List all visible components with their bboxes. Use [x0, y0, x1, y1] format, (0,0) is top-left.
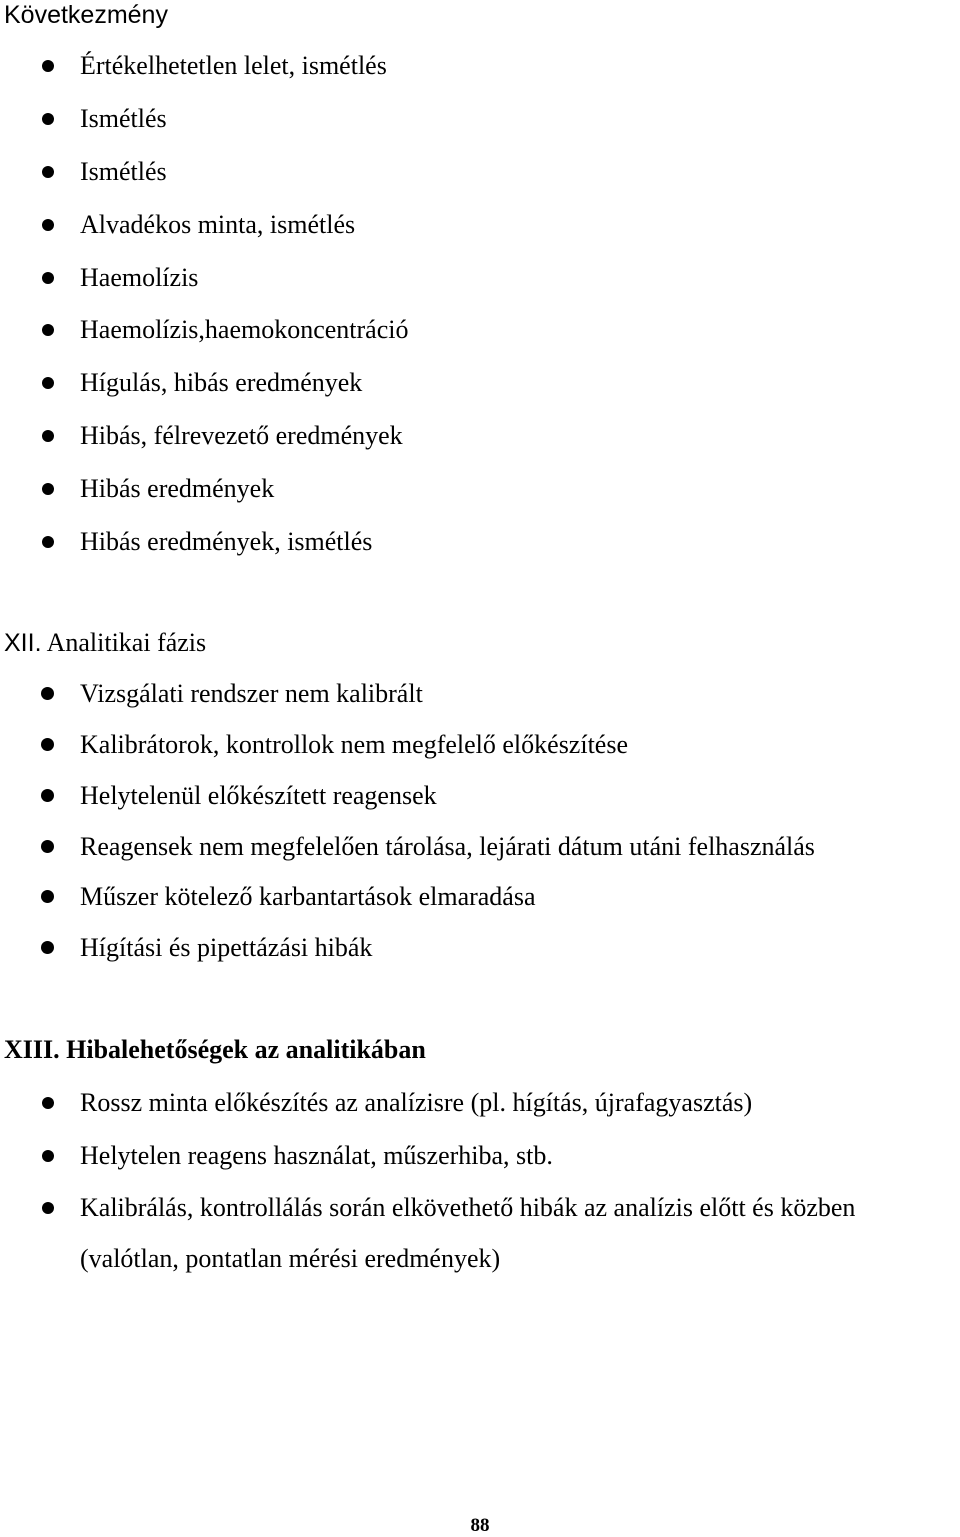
list-item: [0, 49, 960, 83]
bullet-icon: [41, 840, 54, 853]
list-item-text: Hibás eredmények, ismétlés: [80, 527, 373, 556]
list-item-text: Kalibrátorok, kontrollok nem megfelelő előkészítése: [80, 730, 628, 759]
bullet-icon: [41, 789, 54, 802]
bullet-icon: [41, 941, 54, 954]
list-item-text: Kalibrálás, kontrollálás során elkövethető hibák az analízis előtt és közben: [80, 1193, 856, 1222]
list-item-text: Ismétlés: [80, 104, 167, 133]
bullet-icon: [42, 483, 54, 495]
list-item-text: Helytelenül előkészített reagensek: [80, 781, 437, 810]
list-item: [0, 366, 960, 400]
list-item: [0, 728, 960, 762]
bullet-icon: [41, 890, 54, 903]
section-number: XII.: [4, 629, 42, 657]
list-item: [0, 208, 960, 242]
list-item-text: Vizsgálati rendszer nem kalibrált: [80, 679, 423, 708]
section-title: Analitikai fázis: [46, 628, 207, 657]
bullet-icon: [42, 324, 54, 336]
list-item: [0, 779, 960, 813]
list-item: [0, 830, 960, 864]
bullet-icon: [41, 687, 54, 700]
section-heading-kovetkezmeny: Következmény: [4, 1, 168, 29]
bullet-icon: [42, 1097, 54, 1109]
bullet-icon: [42, 536, 54, 548]
list-item-text: Rossz minta előkészítés az analízisre (pl. hígítás, újrafagyasztás): [80, 1088, 753, 1117]
list-item-text: Haemolízis,haemokoncentráció: [80, 315, 409, 344]
list-item-text: Reagensek nem megfelelően tárolása, lejárati dátum utáni felhasználás: [80, 832, 815, 861]
bullet-icon: [42, 1150, 54, 1162]
list-item: [0, 1139, 960, 1173]
bullet-icon: [42, 113, 54, 125]
list-item: [0, 102, 960, 136]
list-item: [0, 419, 960, 453]
list-item: [0, 472, 960, 506]
bullet-icon: [42, 1202, 54, 1214]
list-item: [0, 1191, 960, 1225]
list-item: [0, 880, 960, 914]
section-heading-xiii: XIII. Hibalehetőségek az analitikában: [4, 1035, 426, 1064]
bullet-icon: [42, 219, 54, 231]
list-item-text: Helytelen reagens használat, műszerhiba, stb.: [80, 1141, 553, 1170]
list-item-continuation: (valótlan, pontatlan mérési eredmények): [80, 1244, 501, 1273]
list-item-text: Hígítási és pipettázási hibák: [80, 933, 373, 962]
list-item: [0, 313, 960, 347]
page-number: 88: [470, 1515, 490, 1536]
bullet-icon: [41, 738, 54, 751]
list-item: [0, 155, 960, 189]
bullet-icon: [42, 166, 54, 178]
list-item-text: Alvadékos minta, ismétlés: [80, 210, 356, 239]
list-item-text: Hibás, félrevezető eredmények: [80, 421, 403, 450]
list-item-text: Hígulás, hibás eredmények: [80, 368, 363, 397]
bullet-icon: [42, 272, 54, 284]
bullet-icon: [42, 60, 54, 72]
list-item-text: Ismétlés: [80, 157, 167, 186]
list-item-text: Értékelhetetlen lelet, ismétlés: [80, 51, 387, 80]
list-item: [0, 525, 960, 559]
list-item-text: Műszer kötelező karbantartások elmaradása: [80, 882, 536, 911]
section-heading-xii: [4, 628, 206, 658]
list-item: [0, 1086, 960, 1120]
list-item: [0, 677, 960, 711]
bullet-icon: [42, 377, 54, 389]
list-item: [0, 261, 960, 295]
list-item-text: Hibás eredmények: [80, 474, 275, 503]
list-item-text: Haemolízis: [80, 263, 199, 292]
list-item: [0, 931, 960, 965]
bullet-icon: [42, 430, 54, 442]
